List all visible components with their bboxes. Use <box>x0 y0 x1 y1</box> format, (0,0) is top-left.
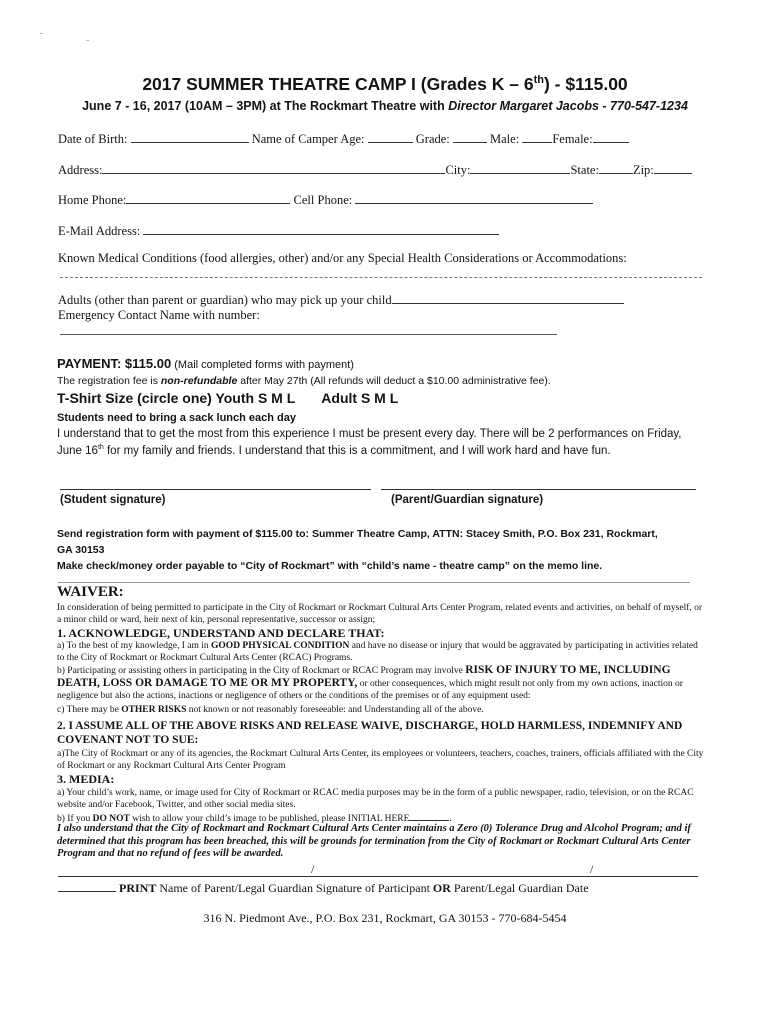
male-field[interactable] <box>522 131 552 143</box>
pickup-field[interactable] <box>392 292 624 304</box>
medical-field[interactable] <box>60 277 702 278</box>
email-row <box>58 223 499 239</box>
pickup-label: Adults (other than parent or guardian) who may pick up your child <box>58 293 392 307</box>
female-label: Female: <box>552 132 593 146</box>
separator-slash: / <box>311 862 315 876</box>
state-field[interactable] <box>599 162 633 174</box>
city-field[interactable] <box>470 162 570 174</box>
home-phone-label: Home Phone: <box>58 193 127 207</box>
print-name-blank[interactable] <box>58 881 116 892</box>
send-instructions-1: Send registration form with payment of $115.00 to: Summer Theatre Camp, ATTN: Stacey Smith, P.O. Box 231, Rockmart, <box>57 528 658 540</box>
emergency-field[interactable] <box>60 334 557 335</box>
address-row <box>58 162 692 178</box>
pickup-row <box>58 292 624 308</box>
tshirt-size-row: T-Shirt Size (circle one) Youth S M L Adult S M L <box>57 390 399 406</box>
waiver-item-1a: a) To the best of my knowledge, I am in GOOD PHYSICAL CONDITION and have no disease or injury that would be aggravated by participating in activities related to the City of Rockmart or Rockmart Cultural Arts Center (RCAC) Programs. <box>57 641 698 663</box>
student-signature-label: (Student signature) <box>60 494 166 506</box>
waiver-item-1b: b) Participating or assisting others in participating in the City of Rockmart or RCAC Program may involve RISK OF INJURY TO ME, INCLUDING DEATH, LOSS OR DAMAGE TO ME OR MY PROPERTY, or other consequences, which might result not only from my own actions, inaction or negligence but also the actions, inactions or negligence of others or the conditions of the premises or of any equipment used: <box>57 664 683 701</box>
payment-heading: PAYMENT: $115.00 (Mail completed forms with payment) <box>57 356 354 371</box>
email-field[interactable] <box>143 223 499 235</box>
grade-field[interactable] <box>453 131 487 143</box>
waiver-section-3-heading: 3. MEDIA: <box>57 772 115 786</box>
scan-speck <box>40 33 43 34</box>
zip-label: Zip: <box>632 163 654 177</box>
waiver-item-3a: a) Your child’s work, name, or image used for City of Rockmart or RCAC media purposes may be in the form of a public newspaper, radio, television, or on the RCAC website and/or Facebook, Twitter, and other social media sites. <box>57 788 694 810</box>
waiver-item-2a: a)The City of Rockmart or any of its agencies, the Rockmart Cultural Arts Center, its employees or volunteers, teachers, coaches, trainers, officials affiliated with the City of Rockmart or any Rockmart Cultural Arts Center Program <box>57 749 704 771</box>
email-label: E-Mail Address: <box>58 224 141 238</box>
camper-age-label: Name of Camper Age: <box>251 132 365 146</box>
home-phone-field[interactable] <box>126 192 290 204</box>
cell-phone-label: Cell Phone: <box>293 193 353 207</box>
zip-field[interactable] <box>654 162 692 174</box>
camper-age-field[interactable] <box>368 131 413 143</box>
state-label: State: <box>570 163 599 177</box>
dob-label: Date of Birth: <box>58 132 128 146</box>
lunch-note: Students need to bring a sack lunch each day <box>57 412 297 424</box>
footer-address: 316 N. Piedmont Ave., P.O. Box 231, Rockmart, GA 30153 - 770-684-5454 <box>203 911 567 925</box>
waiver-intro: In consideration of being permitted to participate in the City of Rockmart or Rockmart Cultural Arts Center Program, related events and activities, on behalf of myself, or a minor child or ward, heir next of kin, personal representative, successor or assign; <box>57 603 703 625</box>
camper-info-row <box>58 131 629 147</box>
waiver-heading: WAIVER: <box>57 584 124 600</box>
male-label: Male: <box>490 132 520 146</box>
address-label: Address: <box>58 163 103 177</box>
dob-field[interactable] <box>131 131 249 143</box>
separator-slash: / <box>590 862 594 876</box>
print-name-row: PRINT Name of Parent/Legal Guardian Signature of Participant OR Parent/Legal Guardian Date <box>58 881 589 896</box>
tshirt-adult-options[interactable]: Adult S M L <box>321 390 399 406</box>
commitment-line-2: June 16th for my family and friends. I understand that this is a commitment, and I will work hard and have fun. <box>57 444 611 457</box>
check-instructions: Make check/money order payable to “City of Rockmart” with “child’s name - theatre camp” on the memo line. <box>57 560 603 572</box>
form-subtitle: June 7 - 16, 2017 (10AM – 3PM) at The Rockmart Theatre with Director Margaret Jacobs - 770-547-1234 <box>82 99 688 113</box>
cell-phone-field[interactable] <box>355 192 593 204</box>
city-label: City: <box>445 163 471 177</box>
waiver-section-2-heading: 2. I ASSUME ALL OF THE ABOVE RISKS AND RELEASE WAIVE, DISCHARGE, HOLD HARMLESS, INDEMNIFY AND COVENANT NOT TO SUE: <box>57 720 683 746</box>
female-field[interactable] <box>593 131 629 143</box>
medical-label: Known Medical Conditions (food allergies, other) and/or any Special Health Considerations or Accommodations: <box>58 251 627 265</box>
scan-speck <box>86 40 89 41</box>
fee-note: The registration fee is non-refundable after May 27th (All refunds will deduct a $10.00 administrative fee). <box>57 375 551 387</box>
form-title: 2017 SUMMER THEATRE CAMP I (Grades K – 6th) - $115.00 <box>142 74 628 94</box>
waiver-item-3b: b) If you DO NOT wish to allow your child’s image to be published, please INITIAL HERE . <box>57 811 707 825</box>
zero-tolerance-policy: I also understand that the City of Rockmart and Rockmart Cultural Arts Center maintains a Zero (0) Tolerance Drug and Alcohol Program; and if determined that this program has been breached, this will be grounds for termination from the City of Rockmart or Rockmart Cultural Arts Center Program and that no refund of fees will be awarded. <box>57 823 691 859</box>
address-field[interactable] <box>102 162 445 174</box>
waiver-section-1-heading: 1. ACKNOWLEDGE, UNDERSTAND AND DECLARE THAT: <box>57 626 385 640</box>
guardian-signature-line[interactable] <box>58 876 698 877</box>
send-instructions-2: GA 30153 <box>57 544 105 556</box>
phone-row <box>58 192 593 208</box>
grade-label: Grade: <box>415 132 450 146</box>
commitment-line-1: I understand that to get the most from this experience I must be present every day. There will be 2 performances on Friday, <box>57 428 682 440</box>
waiver-item-1c: c) There may be OTHER RISKS not known or not reasonably foreseeable: and Understanding all of the above. <box>57 705 484 715</box>
tshirt-youth-options[interactable]: Youth S M L <box>215 390 296 406</box>
divider <box>58 582 690 583</box>
parent-signature-label: (Parent/Guardian signature) <box>391 494 544 506</box>
parent-signature-line[interactable] <box>381 489 696 490</box>
emergency-label: Emergency Contact Name with number: <box>58 308 260 322</box>
initial-field[interactable] <box>409 811 449 821</box>
student-signature-line[interactable] <box>60 489 371 490</box>
